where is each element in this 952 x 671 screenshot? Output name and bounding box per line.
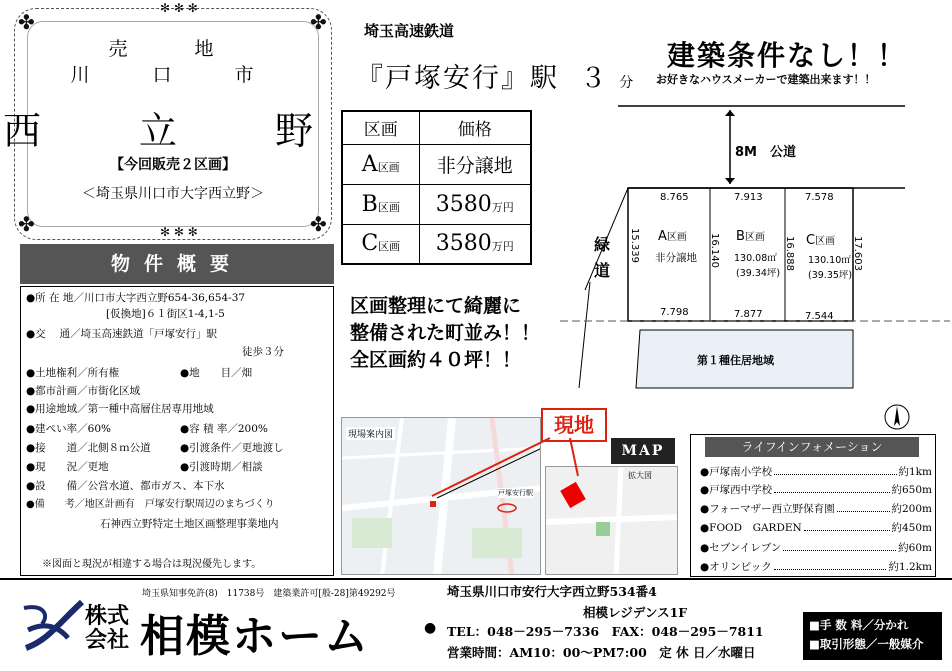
copy-line: 全区画約４０坪！！ [350, 349, 522, 371]
overview-line: ●建ぺい率／60% [26, 423, 111, 435]
list-item: ●戸塚南小学校 約1km [700, 466, 932, 478]
dim-label: 7.913 [734, 192, 763, 203]
lot-a-label: A区画 [658, 229, 687, 244]
license-text: 埼玉県知事免許(8) 11738号 建築業許可[般-28]第49292号 [142, 589, 396, 599]
deal-type: ■取引形態／一般媒介 [809, 637, 924, 651]
lot-price: 3580 [435, 231, 492, 257]
dim-label: 16.140 [709, 233, 720, 268]
overview-line: [仮換地]６１街区1-4,1-5 [106, 308, 225, 320]
list-item: ●戸塚西中学校 約650m [700, 484, 932, 496]
station-name: 『戸塚安行』駅 [356, 63, 559, 94]
overview-line: ●用途地域／第一種中高層住居専用地域 [26, 403, 214, 415]
dim-label: 7.578 [805, 192, 834, 203]
lot-b-area: 130.08㎡ [734, 253, 777, 264]
table-row [342, 224, 531, 264]
condition-sub: お好きなハウスメーカーで建築出来ます！！ [656, 73, 876, 86]
lot-a-note: 非分譲地 [655, 252, 697, 264]
lot-c-tsubo: (39.35坪) [808, 270, 853, 281]
overview-line: ●設 備／公営水道、都市ガス、本下水 [26, 480, 225, 492]
lot-b-tsubo: (39.34坪) [736, 268, 781, 279]
business-hours: 営業時間：AM10：00～PM7:00 定 休 日／水曜日 [447, 645, 756, 660]
overview-line: ●地 目／畑 [180, 367, 253, 379]
railway-line: 埼玉高速鉄道 [364, 22, 455, 40]
lot-price: 3580 [435, 191, 492, 217]
minute-unit: 分 [619, 75, 636, 91]
company-name: 相模ホーム [140, 611, 370, 662]
city-name: 川 口 市 [70, 64, 276, 86]
overview-line: ●所 在 地／川口市大字西立野654-36,654-37 [26, 292, 246, 304]
overview-heading: 物件概要 [20, 244, 334, 284]
fee-text: ■手 数 料／分かれ [809, 618, 909, 632]
lot-price: 非分譲地 [436, 154, 513, 177]
lot-letter: A [361, 151, 378, 177]
condition-headline: 建築条件なし！！ [667, 39, 908, 72]
dim-label: 16.888 [784, 236, 795, 271]
map-tag: MAP [611, 438, 675, 464]
list-item: ●FOOD GARDEN 約450m [700, 522, 932, 534]
dim-label: 7.798 [660, 307, 689, 318]
copy-line: 区画整理にて綺麗に [350, 295, 522, 317]
price-unit: 万円 [491, 200, 514, 214]
lot-c-area: 130.10㎡ [808, 255, 851, 266]
station-map-label: 戸塚安行駅 [498, 489, 533, 497]
company-phone: TEL：048－295－7336 FAX：048－295－7811 [447, 624, 764, 639]
lot-b-label: B区画 [736, 229, 765, 244]
overview-line: ●土地権利／所有権 [26, 367, 120, 379]
ornament-icon: ✤ [310, 212, 327, 236]
overview-line: ●引渡条件／更地渡し [180, 442, 284, 454]
north-arrow-icon [884, 404, 910, 430]
fee-box [803, 612, 942, 660]
table-row [342, 184, 531, 224]
col-lot-header: 区画 [342, 111, 419, 144]
dim-label: 7.544 [805, 311, 834, 322]
site-callout: 現地 [541, 408, 607, 442]
lot-suffix: 区画 [377, 200, 400, 214]
table-row [342, 144, 531, 184]
overview-line: ●現 況／更地 [26, 461, 109, 473]
list-item: ●オリンピック 約1.2km [700, 561, 932, 573]
overview-line: ●交 通／埼玉高速鉄道「戸塚安行」駅 [26, 328, 217, 340]
overview-line: 石神西立野特定土地区画整理事業地内 [100, 518, 279, 530]
price-table [341, 110, 532, 265]
lot-suffix: 区画 [377, 160, 400, 174]
ornament-icon: ✤ [310, 10, 327, 34]
overview-line: ●備 考／地区計画有 戸塚安行駅周辺のまちづくり [26, 499, 275, 510]
road-label: 8M 公道 [735, 145, 796, 160]
title-address: ＜埼玉県川口市大字西立野＞ [82, 186, 264, 202]
col-price-header: 価格 [419, 111, 531, 144]
company-logo-icon [18, 594, 90, 662]
overview-line: ●容 積 率／200% [180, 423, 268, 435]
lot-count: 【今回販売２区画】 [110, 157, 236, 173]
bullet-icon: ● [424, 620, 437, 636]
company-prefix: 株式 会社 [85, 603, 130, 653]
walk-minutes: ３ [579, 63, 609, 94]
lot-letter: C [361, 231, 379, 257]
list-item: ●フォーマザー西立野保育園 約200m [700, 503, 932, 515]
overview-line: 徒歩３分 [242, 346, 284, 358]
life-info-heading: ライフインフォメーション [705, 437, 919, 457]
price-unit: 万円 [491, 240, 514, 254]
ornament-icon: ✤ [18, 10, 35, 34]
ornament-icon: ✤ [18, 212, 35, 236]
overview-line: ●都市計画／市街化区域 [26, 385, 141, 397]
dim-label: 15.339 [629, 228, 640, 263]
ornament-icon: ✻ ✻ ✻ [160, 1, 198, 15]
dim-label: 17.603 [852, 236, 863, 271]
list-item: ●セブンイレブン 約60m [700, 542, 932, 554]
overview-line: ●引渡時期／相談 [180, 461, 263, 473]
dim-label: 7.877 [734, 309, 763, 320]
disclaimer: ※図面と現況が相違する場合は現況優先します。 [42, 559, 262, 570]
lot-c-label: C区画 [806, 233, 836, 248]
copy-line: 整備された町並み！！ [350, 322, 541, 344]
lot-suffix: 区画 [378, 240, 401, 254]
dim-label: 8.765 [660, 192, 689, 203]
callout-pointer [430, 436, 580, 506]
area-name: 西 立 野 [2, 109, 343, 153]
guide-map-title: 現場案内図 [346, 427, 395, 440]
green-path-label: 緑道 [594, 235, 611, 280]
zoom-map-title: 拡大図 [628, 471, 652, 480]
sale-type: 売 地 [108, 38, 238, 60]
zone-label: 第１種住居地域 [697, 354, 774, 367]
lot-letter: B [361, 191, 378, 217]
company-building: 相模レジデンス1F [583, 605, 688, 620]
overview-line: ●接 道／北側８ｍ公道 [26, 442, 151, 454]
ornament-icon: ✻ ✻ ✻ [160, 225, 198, 239]
company-address: 埼玉県川口市安行大字西立野534番4 [447, 584, 657, 599]
